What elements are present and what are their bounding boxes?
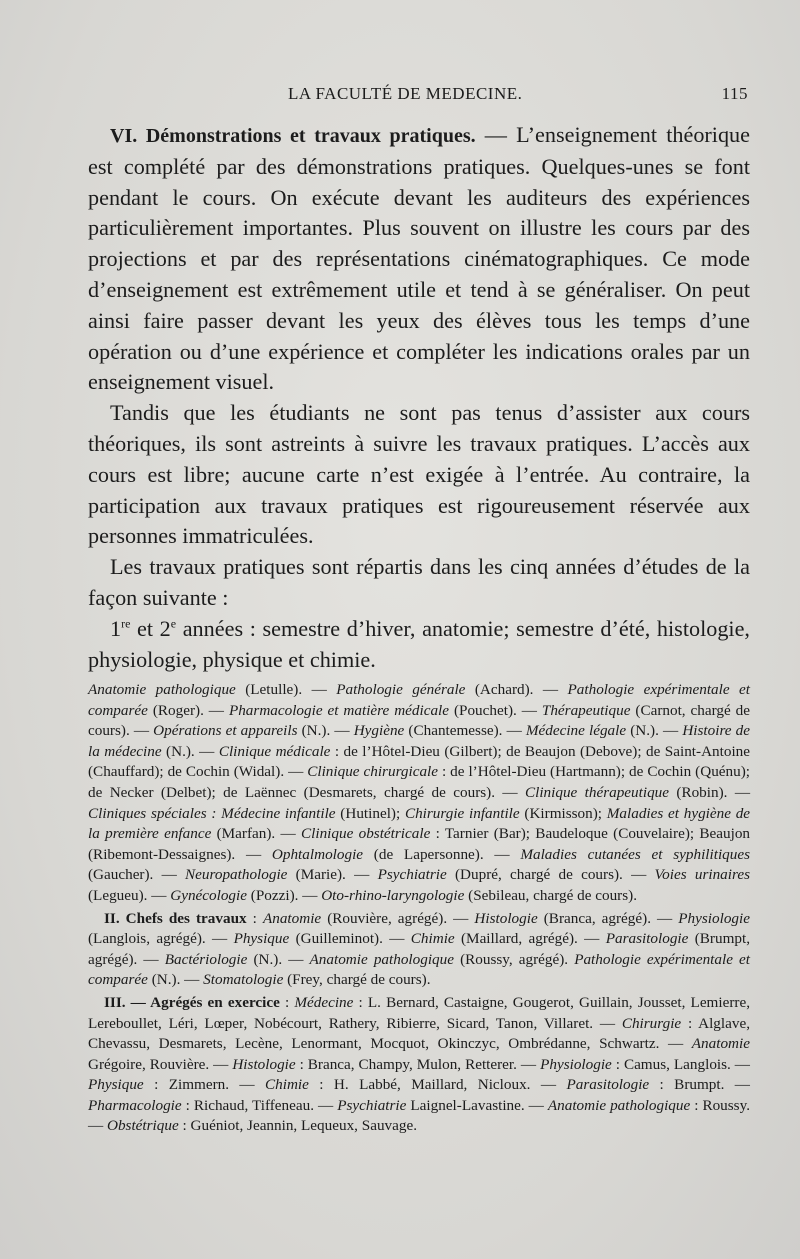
years-description: années : semestre d’hiver, anatomie; semestre d’été, histologie, physiologie, physique et chimie.: [88, 615, 750, 672]
subject-name: Anatomie: [691, 1035, 750, 1053]
subject-name: Maladies et hygiène de la première enfance: [88, 804, 751, 843]
footnote-text: (N.). —: [626, 722, 683, 740]
footnote-text: : Camus, Langlois. —: [611, 1055, 750, 1073]
subject-name: Opérations et appareils: [153, 722, 298, 740]
footnote-text: (Letulle). —: [235, 681, 337, 698]
footnote-text: (Roussy, agrégé).: [453, 950, 575, 968]
year-first-sup: re: [121, 616, 131, 631]
paragraph-demonstrations: [88, 120, 750, 398]
subject-name: Psychiatrie: [337, 1096, 407, 1114]
subject-name: Clinique chirurgicale: [307, 763, 439, 781]
paragraph-1-text: — L’enseignement théorique est complété par des démonstrations pratiques. Quelques-unes se font pendant le cours. On exécute devant les auditeurs des expériences particulièrement importantes. Plus souvent on illustre les cours par des projections et par des représentations cinématographiques. Ce mode d’enseignement est extrêmement utile et tend à se généraliser. On peut ainsi faire passer devant les yeux des élèves tous les temps d’une opération ou d’une expérience et compléter les indications orales par un enseignement visuel.: [88, 122, 750, 395]
subject-name: Voies urinaires: [654, 866, 750, 884]
footnote-text: : L. Bernard, Castaigne, Gougerot, Guillain, Jousset, Lemierre, Lereboullet, Léri, Lœper, Nobécourt, Rathery, Ribierre, Sicard, Tanon, Villaret. —: [88, 993, 750, 1032]
subject-name: Chirurgie infantile: [404, 804, 520, 822]
footnote-text: : de l’Hôtel-Dieu (Gilbert); de Beaujon (Debove); de Saint-Antoine (Chauffard); de Cochin (Widal). —: [88, 742, 750, 781]
subject-name: Histoire de la médecine: [88, 722, 750, 760]
footnote-text: (Kirmisson);: [519, 804, 607, 822]
page-number: 115: [721, 84, 748, 103]
subject-name: Anatomie: [262, 909, 322, 927]
footnote-text: (Guilleminot). —: [289, 930, 411, 948]
subject-name: Psychiatrie: [377, 866, 447, 884]
main-text: [88, 120, 750, 675]
footnote-text: (Gaucher). —: [88, 866, 186, 884]
section-heading: VI. Démonstrations et travaux pratiques.: [110, 125, 476, 147]
year-first: 1: [110, 615, 122, 641]
subject-name: Maladies cutanées et syphilitiques: [520, 845, 751, 863]
footnote-text: (Legueu). —: [88, 886, 171, 904]
subject-name: Gynécologie: [170, 886, 247, 904]
footnotes: [88, 680, 750, 1137]
subject-name: Médecine: [294, 993, 354, 1011]
paragraph-annees: [88, 614, 750, 676]
subject-name: Chirurgie: [621, 1014, 682, 1032]
footnote-text: (N.). —: [161, 742, 219, 760]
footnote-heading: III. — Agrégés en exercice: [104, 993, 280, 1011]
subject-name: Obstétrique: [106, 1117, 179, 1135]
footnote-text: (Carnot, chargé de cours). —: [88, 701, 751, 740]
footnote-text: (Rouvière, agrégé). —: [321, 909, 475, 927]
subject-name: Ophtalmologie: [271, 845, 364, 863]
subject-name: Anatomie pathologique: [309, 950, 454, 968]
footnote-text: : Alglave, Chevassu, Desmarets, Lecène, Lenormant, Mocquot, Okinczyc, Ombrédanne, Schwartz. —: [88, 1014, 750, 1053]
footnote-text: : Branca, Champy, Mulon, Retterer. —: [295, 1055, 541, 1073]
footnote-text: (Dupré, chargé de cours). —: [446, 866, 655, 884]
subject-name: Clinique thérapeutique: [524, 783, 670, 801]
subject-name: Physique: [233, 930, 290, 948]
subject-name: Physiologie: [678, 909, 750, 927]
footnote-text: : Richaud, Tiffeneau. —: [181, 1096, 338, 1114]
footnote-text: (de Lapersonne). —: [363, 845, 521, 863]
footnote-text: : Guéniot, Jeannin, Lequeux, Sauvage.: [178, 1117, 418, 1135]
subject-name: Chimie: [410, 930, 455, 948]
footnote-text: (Pozzi). —: [246, 886, 322, 904]
subject-name: Oto-rhino-laryngologie: [321, 886, 465, 904]
footnote-text: (Langlois, agrégé). —: [88, 930, 234, 948]
footnote-text: :: [279, 993, 295, 1011]
footnote-text: : Zimmern. —: [143, 1076, 266, 1094]
subject-name: Parasitologie: [566, 1076, 650, 1094]
footnote-text: (N.). —: [247, 950, 310, 968]
footnote-agreges: [88, 993, 750, 1137]
subject-name: Neuropathologie: [185, 866, 288, 884]
year-second: et 2: [130, 615, 171, 641]
footnote-heading: II. Chefs des travaux: [104, 909, 247, 927]
footnote-text: (Pouchet). —: [449, 701, 542, 719]
footnote-text: : de l’Hôtel-Dieu (Hartmann); de Cochin (Quénu); de Necker (Delbet); de Laënnec (Desmarets, chargé de cours). —: [88, 763, 751, 801]
subject-name: Parasitologie: [605, 930, 689, 948]
subject-name: Physiologie: [540, 1055, 612, 1073]
footnote-text: : Tarnier (Bar); Baudeloque (Couvelaire); Beaujon (Ribemont-Dessaignes). —: [88, 825, 751, 863]
footnote-chefs-travaux: [88, 909, 750, 991]
subject-name: Thérapeutique: [541, 701, 631, 719]
subject-name: Chimie: [265, 1076, 309, 1094]
footnote-chaires: [88, 680, 750, 907]
footnote-text: (Hutinel);: [335, 804, 405, 822]
subject-name: Pathologie expérimentale et comparée: [88, 950, 751, 989]
footnote-text: Grégoire, Rouvière. —: [88, 1055, 233, 1073]
subject-name: Clinique médicale: [218, 742, 331, 760]
footnote-text: : Brumpt. —: [649, 1076, 750, 1094]
footnote-text: (Maillard, agrégé). —: [454, 930, 606, 948]
footnote-text: (Frey, chargé de cours).: [283, 971, 431, 989]
running-head-title: LA FACULTÉ DE MEDECINE.: [288, 84, 523, 103]
subject-name: Anatomie pathologique: [88, 681, 236, 698]
subject-name: Pathologie générale: [336, 681, 466, 698]
footnote-text: (Achard). —: [465, 681, 568, 698]
subject-name: Pharmacologie: [88, 1096, 182, 1114]
subject-name: Médecine légale: [525, 722, 627, 740]
paragraph-repartition: Les travaux pratiques sont répartis dans les cinq années d’études de la façon suivante :: [88, 554, 750, 610]
footnote-text: (Brumpt, agrégé). —: [88, 930, 750, 968]
footnote-text: : H. Labbé, Maillard, Nicloux. —: [308, 1076, 567, 1094]
footnote-text: (N.). —: [147, 971, 204, 989]
footnote-text: (N.). —: [297, 722, 354, 740]
footnote-text: (Branca, agrégé). —: [537, 909, 679, 927]
year-second-sup: e: [170, 616, 177, 631]
subject-name: Clinique obstétricale: [301, 825, 431, 843]
paragraph-travaux-pratiques: Tandis que les étudiants ne sont pas tenus d’assister aux cours théoriques, ils sont astreints à suivre les travaux pratiques. L’accès aux cours est libre; aucune carte n’est exigée à l’entrée. Au contraire, la participation aux travaux pratiques est rigoureusement réservée aux personnes immatriculées.: [88, 400, 750, 549]
subject-name: Pharmacologie et matière médicale: [228, 701, 450, 719]
footnote-text: (Chantemesse). —: [404, 722, 526, 740]
footnote-text: (Marfan). —: [211, 825, 301, 843]
subject-name: Pathologie expérimentale et comparée: [88, 681, 751, 719]
subject-name: Anatomie pathologique: [547, 1096, 691, 1114]
subject-name: Stomatologie: [203, 971, 284, 989]
footnote-text: (Marie). —: [287, 866, 378, 884]
subject-name: Bactériologie: [164, 950, 248, 968]
subject-name: Cliniques spéciales : Médecine infantile: [88, 804, 336, 822]
footnote-text: : Roussy. —: [88, 1096, 751, 1135]
subject-name: Histologie: [474, 909, 538, 927]
subject-name: Histologie: [232, 1055, 296, 1073]
subject-name: Physique: [88, 1076, 144, 1094]
footnote-text: (Sebileau, chargé de cours).: [464, 886, 637, 904]
footnote-text: Laignel-Lavastine. —: [406, 1096, 548, 1114]
footnote-text: (Robin). —: [669, 783, 751, 801]
subject-name: Hygiène: [353, 722, 405, 740]
footnote-text: :: [246, 909, 263, 927]
footnote-text: (Roger). —: [147, 701, 229, 719]
